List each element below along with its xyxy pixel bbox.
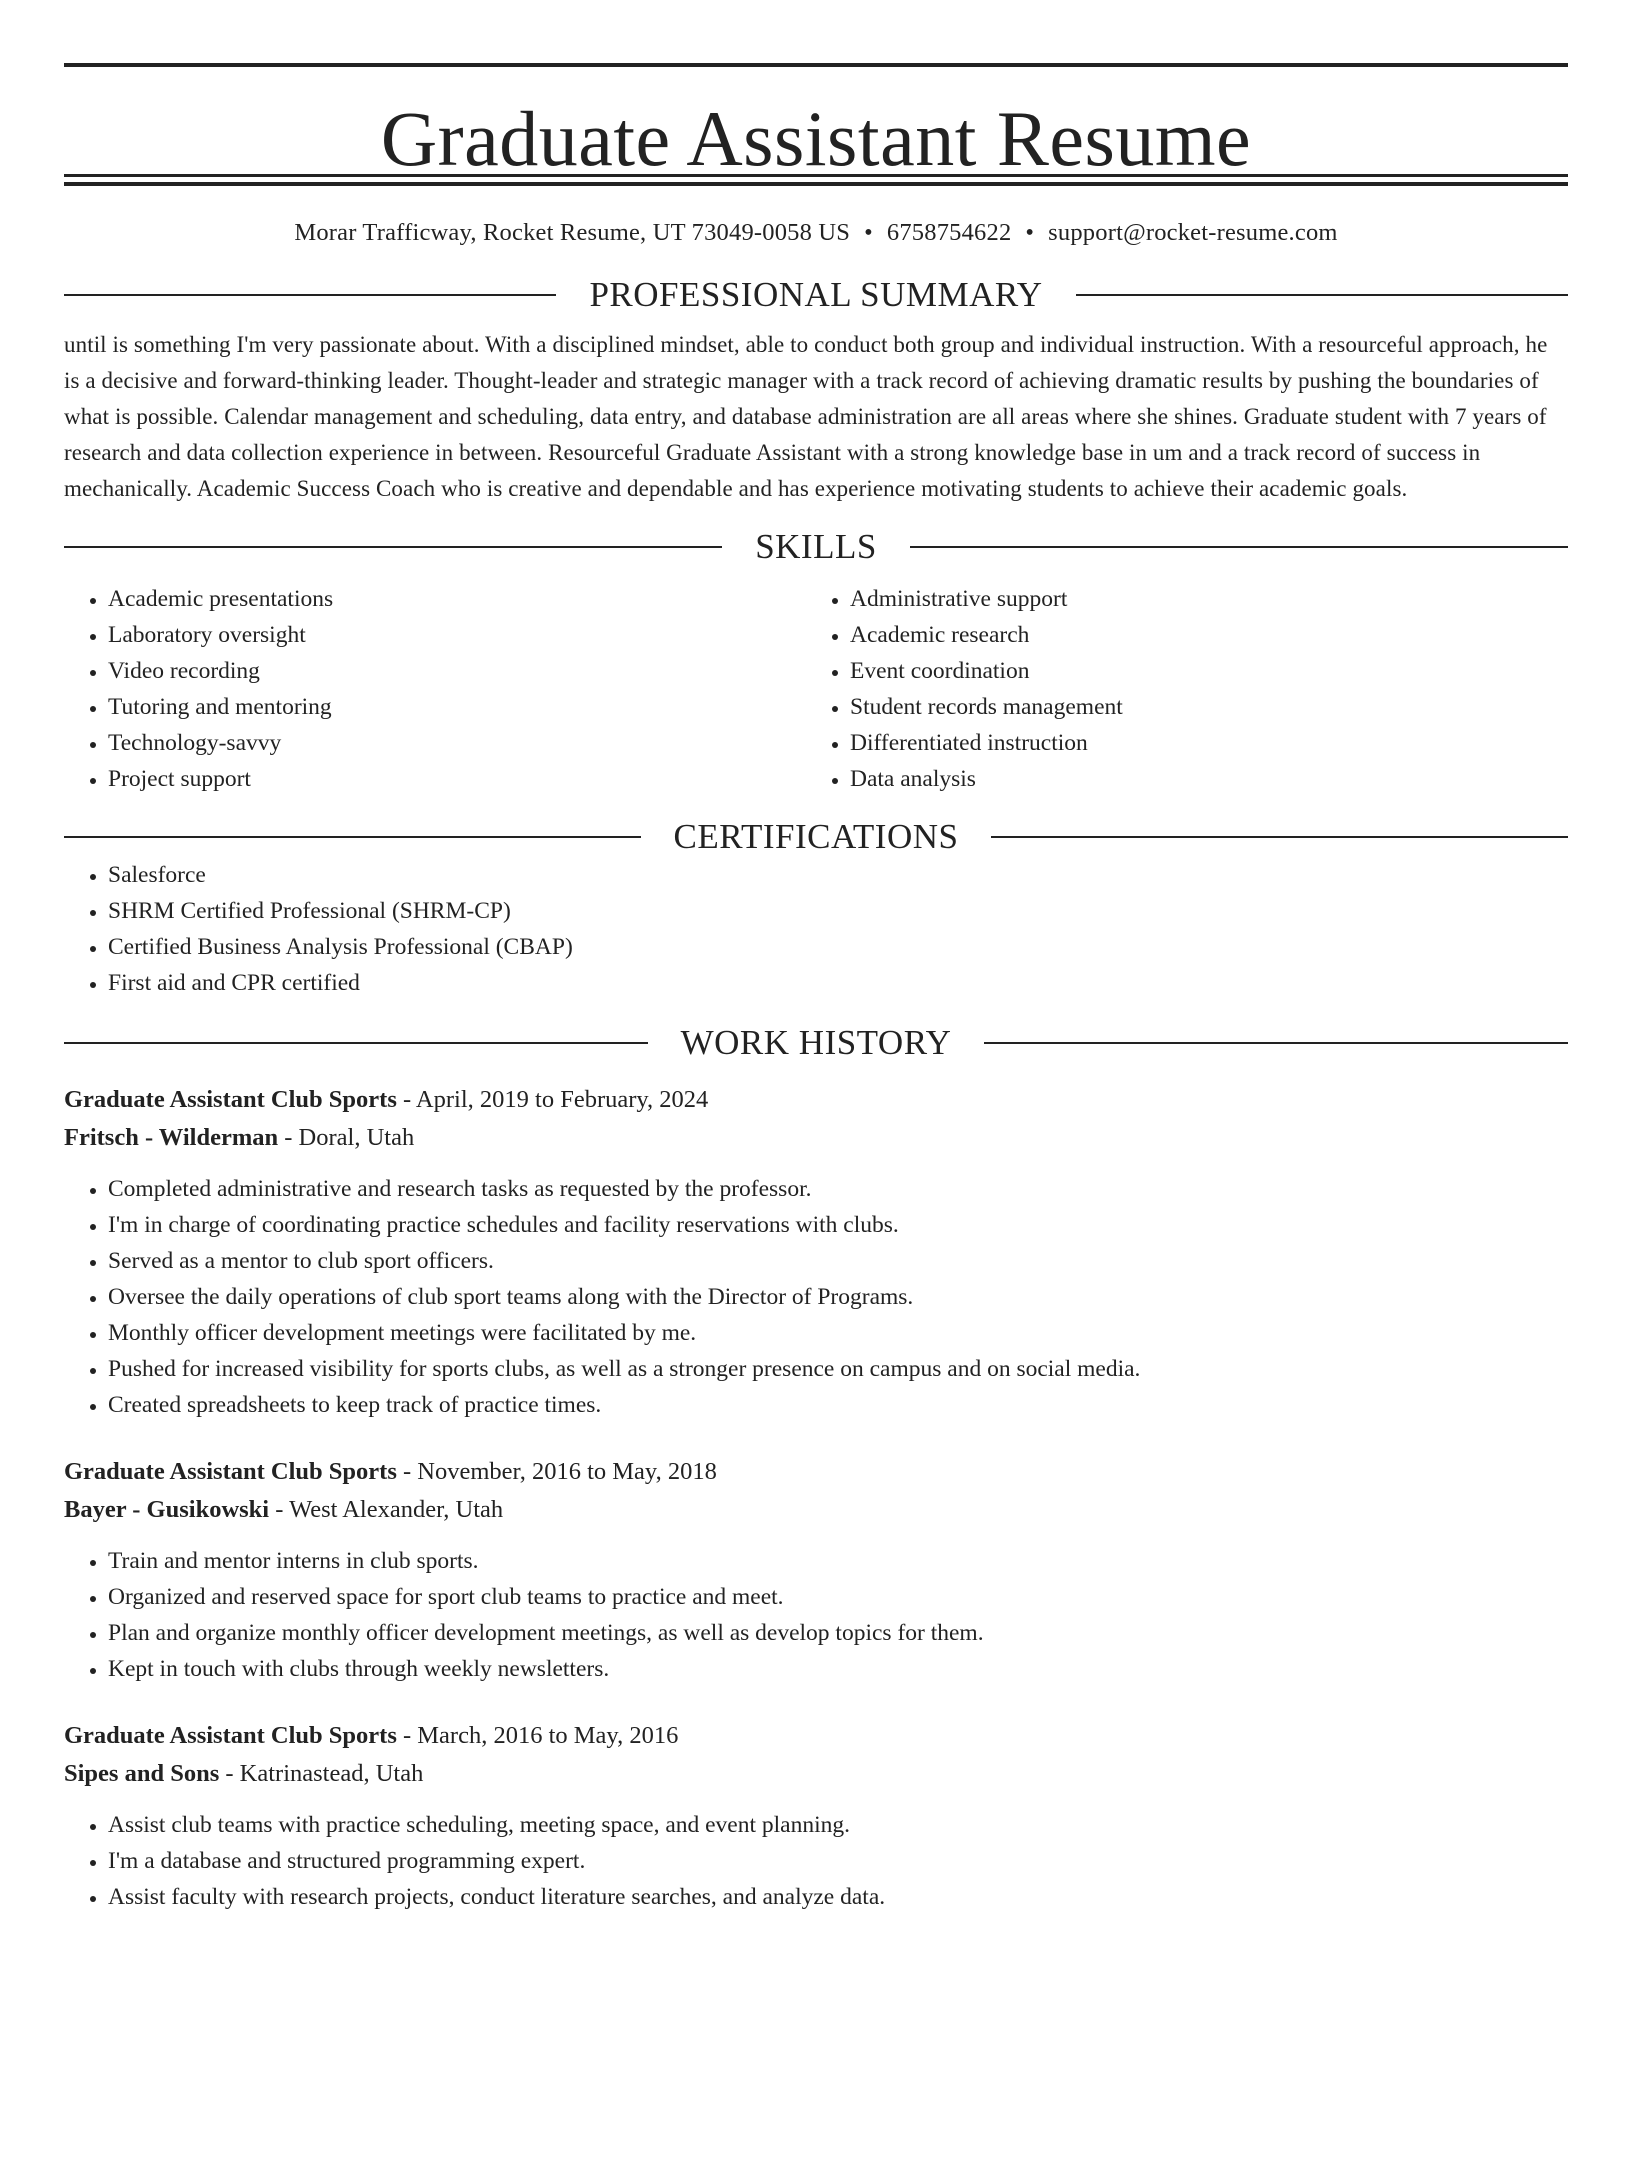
work-history-heading	[64, 1023, 1568, 1063]
skills-heading	[64, 527, 1568, 567]
job-duties	[64, 1171, 1568, 1423]
page-title: Graduate Assistant Resume	[380, 95, 1252, 182]
job-company-line	[64, 1119, 1568, 1157]
job-company: Sipes and Sons	[64, 1760, 220, 1787]
contact-phone: 6758754622	[886, 219, 1012, 246]
job-duty: • I'm in charge of coordinating practice schedules and facility reservations with clubs.	[108, 1207, 1568, 1243]
heading-rule	[910, 546, 1568, 548]
job-duty: • I'm a database and structured programming expert.	[108, 1843, 1568, 1879]
certification-item: • Salesforce	[108, 857, 1568, 893]
job-duty: • Created spreadsheets to keep track of practice times.	[108, 1387, 1568, 1423]
skills-right-column	[806, 581, 1548, 797]
certification-item: • First aid and CPR certified	[108, 965, 1568, 1001]
skill-item: • Data analysis	[850, 761, 1548, 797]
skills-list	[64, 581, 1568, 797]
job-location: - Doral, Utah	[278, 1124, 415, 1151]
job-duty: • Organized and reserved space for sport club teams to practice and meet.	[108, 1579, 1568, 1615]
heading-rule	[991, 836, 1568, 838]
job-duty: • Train and mentor interns in club sports.	[108, 1543, 1568, 1579]
certification-item: • Certified Business Analysis Professional (CBAP)	[108, 929, 1568, 965]
skill-item: • Technology-savvy	[108, 725, 806, 761]
heading-rule	[1076, 294, 1568, 296]
resume-page	[0, 63, 1632, 2175]
job-role: Graduate Assistant Club Sports	[64, 1722, 397, 1749]
job-role: Graduate Assistant Club Sports	[64, 1458, 397, 1485]
skill-item: • Differentiated instruction	[850, 725, 1548, 761]
heading-rule	[64, 294, 556, 296]
job-duty: • Plan and organize monthly officer development meetings, as well as develop topics for them.	[108, 1615, 1568, 1651]
contact-email: support@rocket-resume.com	[1048, 219, 1338, 246]
job-entry	[64, 1717, 1568, 1915]
contact-separator: •	[1025, 219, 1035, 246]
job-duty: • Monthly officer development meetings were facilitated by me.	[108, 1315, 1568, 1351]
summary-heading-label: PROFESSIONAL SUMMARY	[589, 275, 1043, 314]
job-title-line	[64, 1717, 1568, 1755]
job-company: Bayer - Gusikowski	[64, 1496, 270, 1523]
job-company-line	[64, 1491, 1568, 1529]
skill-item: • Project support	[108, 761, 806, 797]
job-title-line	[64, 1453, 1568, 1491]
summary-heading	[64, 275, 1568, 315]
heading-rule	[984, 1042, 1568, 1044]
certifications-heading	[64, 817, 1568, 857]
contact-line	[64, 219, 1568, 247]
job-duty: • Pushed for increased visibility for sports clubs, as well as a stronger presence on campus and on social media.	[108, 1351, 1568, 1387]
skill-item: • Event coordination	[850, 653, 1548, 689]
summary-text: until is something I'm very passionate about. With a disciplined mindset, able to conduct both group and individual instruction. With a resourceful approach, he is a decisive and forward-thinking leader. Thought-leader and strategic manager with a track record of achieving dramatic results by pushing the boundaries of what is possible. Calendar management and scheduling, data entry, and database administration are all areas where she shines. Graduate student with 7 years of research and data collection experience in between. Resourceful Graduate Assistant with a strong knowledge base in um and a track record of success in mechanically. Academic Success Coach who is creative and dependable and has experience motivating students to achieve their academic goals.	[64, 332, 1548, 501]
skill-item: • Video recording	[108, 653, 806, 689]
job-duty: • Assist club teams with practice scheduling, meeting space, and event planning.	[108, 1807, 1568, 1843]
job-role: Graduate Assistant Club Sports	[64, 1086, 397, 1113]
skill-item: • Tutoring and mentoring	[108, 689, 806, 725]
certification-item: • SHRM Certified Professional (SHRM-CP)	[108, 893, 1568, 929]
job-duties	[64, 1543, 1568, 1687]
job-company-line	[64, 1755, 1568, 1793]
job-duty: • Oversee the daily operations of club sport teams along with the Director of Programs.	[108, 1279, 1568, 1315]
contact-separator: •	[864, 219, 873, 246]
heading-rule	[64, 836, 641, 838]
heading-rule	[64, 546, 722, 548]
skills-left-column	[64, 581, 806, 797]
job-location: - Katrinastead, Utah	[219, 1760, 424, 1787]
skill-item: • Academic presentations	[108, 581, 806, 617]
job-dates: - April, 2019 to February, 2024	[396, 1086, 709, 1113]
job-location: - West Alexander, Utah	[269, 1496, 504, 1523]
skill-item: • Administrative support	[850, 581, 1548, 617]
heading-rule	[64, 1042, 648, 1044]
job-entry	[64, 1081, 1568, 1423]
job-duties	[64, 1807, 1568, 1915]
skills-heading-label: SKILLS	[755, 527, 877, 566]
job-duty: • Served as a mentor to club sport officers.	[108, 1243, 1568, 1279]
job-duty: • Completed administrative and research tasks as requested by the professor.	[108, 1171, 1568, 1207]
job-title-line	[64, 1081, 1568, 1119]
work-history-heading-label: WORK HISTORY	[680, 1023, 952, 1062]
skill-item: • Student records management	[850, 689, 1548, 725]
contact-address: Morar Trafficway, Rocket Resume, UT 73049-0058 US	[294, 219, 851, 246]
certifications-heading-label: CERTIFICATIONS	[673, 817, 959, 856]
job-dates: - March, 2016 to May, 2016	[396, 1722, 679, 1749]
job-company: Fritsch - Wilderman	[64, 1124, 279, 1151]
certifications-list	[64, 857, 1568, 1001]
job-duty: • Assist faculty with research projects, conduct literature searches, and analyze data.	[108, 1879, 1568, 1915]
job-entry	[64, 1453, 1568, 1687]
skill-item: • Academic research	[850, 617, 1548, 653]
job-dates: - November, 2016 to May, 2018	[396, 1458, 717, 1485]
job-duty: • Kept in touch with clubs through weekly newsletters.	[108, 1651, 1568, 1687]
skill-item: • Laboratory oversight	[108, 617, 806, 653]
